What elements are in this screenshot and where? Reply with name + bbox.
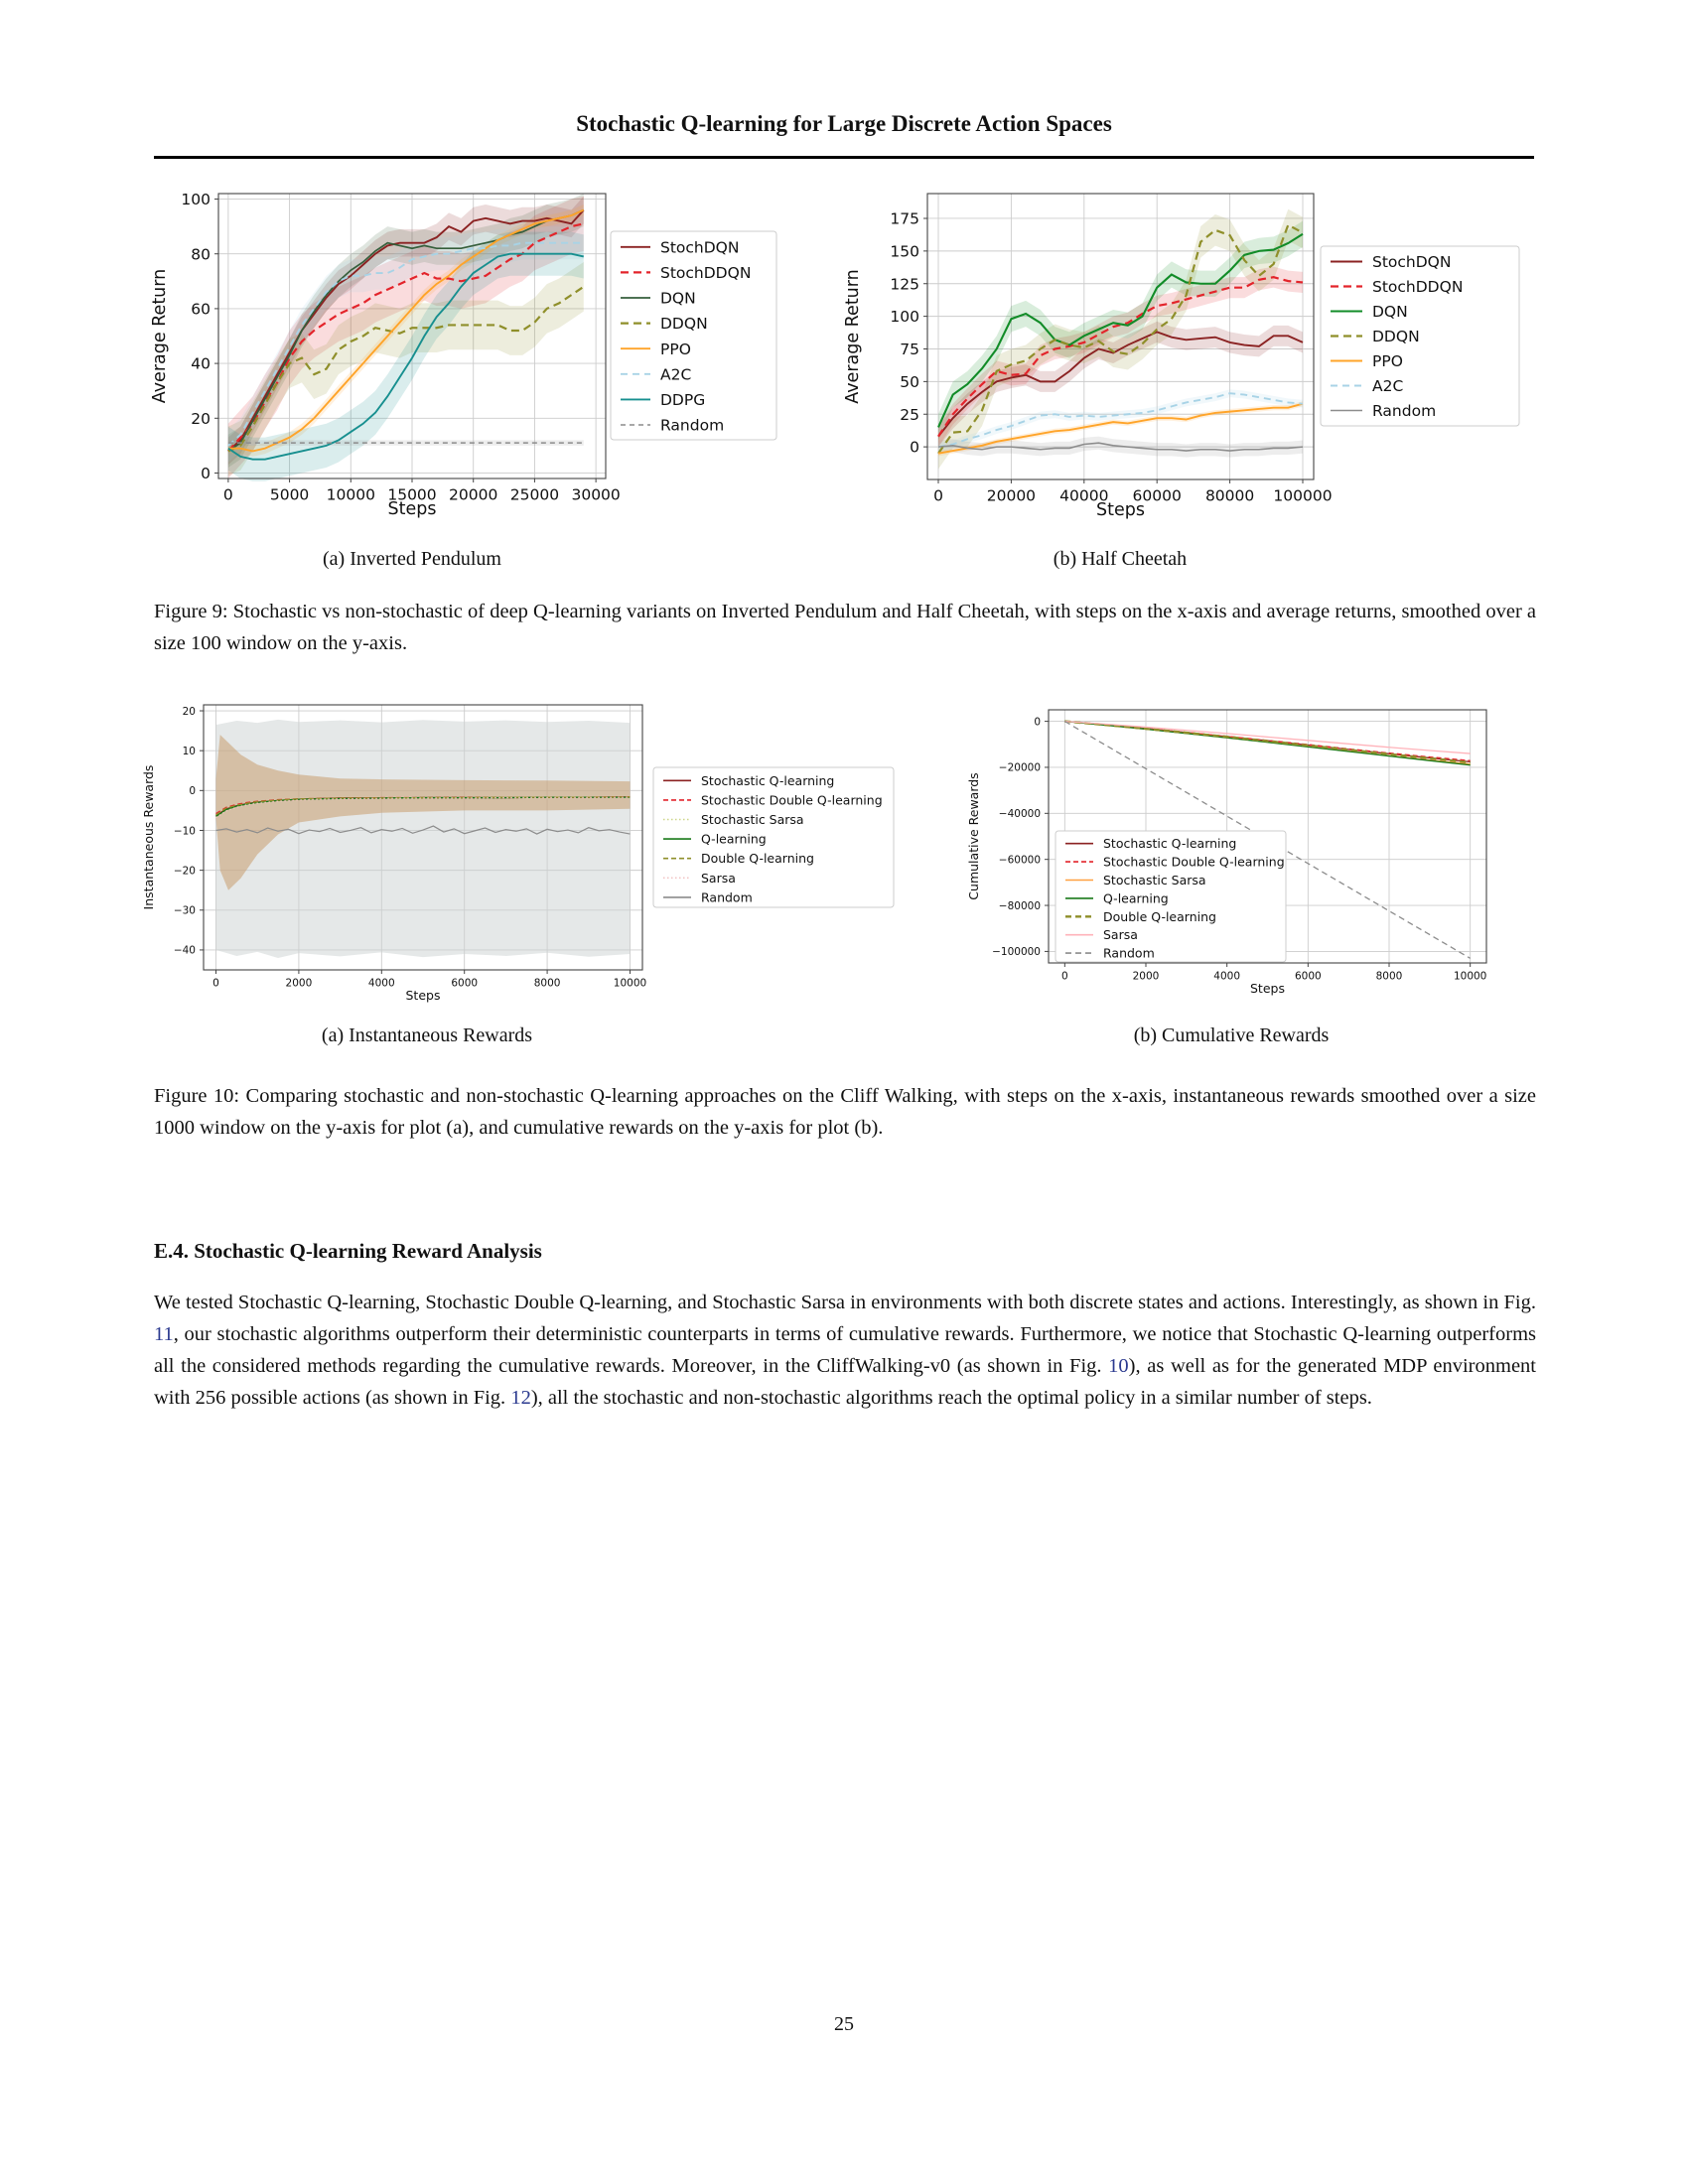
svg-text:Stochastic Q-learning: Stochastic Q-learning — [1103, 836, 1237, 852]
svg-text:40: 40 — [191, 354, 211, 373]
svg-text:25: 25 — [900, 405, 919, 424]
body-text-1: We tested Stochastic Q-learning, Stochastic Double Q-learning, and Stochastic Sarsa in environments with both discrete states and actions. Interestingly, as shown in Fig. — [154, 1292, 1536, 1313]
svg-text:60: 60 — [191, 300, 211, 319]
running-header-title: Stochastic Q-learning for Large Discrete Action Spaces — [576, 111, 1112, 136]
svg-text:DQN: DQN — [1372, 303, 1408, 322]
inverted-pendulum-chart — [149, 171, 804, 528]
svg-text:Sarsa: Sarsa — [701, 870, 736, 886]
svg-text:−60000: −60000 — [998, 854, 1041, 867]
instantaneous-rewards-chart — [139, 690, 923, 1013]
fig10-reference-link[interactable]: 10 — [1108, 1355, 1129, 1377]
figure9-subcaption-b: (b) Half Cheetah — [1053, 548, 1188, 570]
svg-text:DDPG: DDPG — [660, 390, 706, 409]
svg-text:20: 20 — [191, 409, 211, 428]
svg-text:100: 100 — [181, 191, 211, 209]
svg-text:Steps: Steps — [405, 988, 441, 1003]
svg-text:4000: 4000 — [1213, 970, 1241, 983]
svg-text:−80000: −80000 — [998, 899, 1041, 912]
svg-text:Random: Random — [1372, 402, 1437, 421]
section-heading-e4: E.4. Stochastic Q-learning Reward Analysis — [154, 1239, 542, 1263]
svg-text:0: 0 — [1034, 716, 1041, 729]
svg-text:8000: 8000 — [533, 977, 561, 990]
svg-text:Cumulative Rewards: Cumulative Rewards — [966, 772, 981, 900]
svg-text:Double Q-learning: Double Q-learning — [1103, 908, 1216, 924]
figure10-caption: Figure 10: Comparing stochastic and non-stochastic Q-learning approaches on the Cliff Walking, with steps on the x-axis, instantaneous rewards smoothed over a size 1000 window on the y-axis for plot (a), and cumulative rewards on the y-axis for plot (b). — [154, 1085, 1536, 1139]
svg-text:Sarsa: Sarsa — [1103, 927, 1138, 943]
svg-text:−20: −20 — [173, 865, 196, 878]
half-cheetah-chart — [824, 171, 1529, 528]
svg-text:60000: 60000 — [1132, 486, 1182, 505]
svg-text:20: 20 — [182, 705, 196, 718]
svg-text:10000: 10000 — [326, 485, 375, 504]
svg-text:Steps: Steps — [1096, 500, 1145, 520]
svg-text:6000: 6000 — [451, 977, 479, 990]
header-rule — [154, 156, 1534, 159]
svg-text:Stochastic Sarsa: Stochastic Sarsa — [1103, 873, 1206, 887]
svg-text:StochDQN: StochDQN — [660, 238, 740, 257]
svg-text:50: 50 — [900, 372, 919, 391]
svg-text:0: 0 — [201, 465, 211, 483]
svg-text:40000: 40000 — [1059, 486, 1109, 505]
svg-text:Steps: Steps — [1250, 981, 1285, 996]
svg-text:20000: 20000 — [449, 485, 498, 504]
body-text-3: ), as well as for the generated MDP environment with 256 possible actions (as shown in Fig. — [154, 1355, 1536, 1409]
svg-text:5000: 5000 — [269, 485, 310, 504]
svg-text:10: 10 — [182, 745, 196, 757]
svg-text:−10: −10 — [173, 825, 196, 838]
svg-text:−100000: −100000 — [992, 946, 1041, 959]
svg-text:0: 0 — [222, 485, 233, 504]
svg-text:10000: 10000 — [1453, 970, 1487, 983]
figure10-subcaption-b: (b) Cumulative Rewards — [1133, 1024, 1330, 1046]
svg-text:0: 0 — [910, 438, 919, 457]
svg-text:Steps: Steps — [387, 499, 437, 519]
svg-text:StochDDQN: StochDDQN — [1372, 278, 1464, 297]
svg-text:80000: 80000 — [1204, 486, 1255, 505]
svg-text:PPO: PPO — [660, 340, 691, 358]
svg-text:20000: 20000 — [986, 486, 1037, 505]
svg-text:A2C: A2C — [660, 365, 692, 384]
svg-text:Average Return: Average Return — [150, 268, 170, 404]
svg-text:Stochastic Double Q-learning: Stochastic Double Q-learning — [1103, 854, 1285, 870]
svg-text:10000: 10000 — [613, 977, 647, 990]
svg-text:Stochastic Double Q-learning: Stochastic Double Q-learning — [701, 792, 883, 808]
section-body-paragraph — [154, 1287, 1536, 1414]
svg-text:−40: −40 — [173, 944, 196, 957]
fig12-reference-link[interactable]: 12 — [510, 1387, 531, 1409]
svg-text:Random: Random — [701, 889, 753, 905]
svg-text:175: 175 — [890, 209, 919, 228]
svg-text:−30: −30 — [173, 904, 196, 917]
svg-text:0: 0 — [189, 785, 196, 798]
svg-text:2000: 2000 — [285, 977, 313, 990]
page-number: 25 — [834, 2013, 854, 2035]
svg-text:30000: 30000 — [571, 485, 621, 504]
figure10-subcaption-a: (a) Instantaneous Rewards — [321, 1024, 533, 1046]
svg-text:Q-learning: Q-learning — [1103, 890, 1169, 906]
svg-text:100: 100 — [890, 308, 919, 327]
figure9-subcaption-a: (a) Inverted Pendulum — [323, 548, 501, 570]
svg-text:8000: 8000 — [1375, 970, 1403, 983]
svg-text:2000: 2000 — [1132, 970, 1160, 983]
svg-text:100000: 100000 — [1273, 486, 1333, 505]
svg-text:Double Q-learning: Double Q-learning — [701, 851, 814, 867]
fig11-reference-link[interactable]: 11 — [154, 1323, 174, 1345]
svg-text:0: 0 — [212, 977, 219, 990]
svg-text:StochDDQN: StochDDQN — [660, 263, 752, 282]
svg-text:Q-learning: Q-learning — [701, 831, 767, 847]
svg-text:150: 150 — [890, 242, 919, 261]
svg-text:DDQN: DDQN — [660, 315, 708, 334]
body-text-4: ), all the stochastic and non-stochastic algorithms reach the optimal policy in a similar number of steps. — [530, 1387, 1372, 1409]
svg-text:25000: 25000 — [509, 485, 560, 504]
body-text-2: , our stochastic algorithms outperform their deterministic counterparts in terms of cumulative rewards. Furthermore, we notice that Stochastic Q-learning outperforms all the considered methods regarding the cumulative rewards. Moreover, in the CliffWalking-v0 (as shown in Fig. — [154, 1323, 1536, 1377]
svg-text:80: 80 — [191, 245, 211, 264]
svg-text:PPO: PPO — [1372, 352, 1403, 371]
svg-text:75: 75 — [900, 341, 919, 359]
svg-text:Stochastic Sarsa: Stochastic Sarsa — [701, 812, 804, 827]
cumulative-rewards-chart — [928, 685, 1574, 1008]
figure9-caption: Figure 9: Stochastic vs non-stochastic of deep Q-learning variants on Inverted Pendulum and Half Cheetah, with steps on the x-axis and average returns, smoothed over a size 100 window on the y-axis. — [154, 601, 1536, 654]
svg-text:Average Return: Average Return — [843, 269, 863, 404]
svg-text:A2C: A2C — [1372, 377, 1404, 396]
svg-text:StochDQN: StochDQN — [1372, 253, 1452, 272]
svg-text:4000: 4000 — [367, 977, 395, 990]
svg-text:Stochastic Q-learning: Stochastic Q-learning — [701, 772, 835, 788]
svg-text:DDQN: DDQN — [1372, 328, 1420, 346]
svg-text:Random: Random — [660, 416, 725, 435]
svg-text:−40000: −40000 — [998, 808, 1041, 821]
svg-text:Instantaneous Rewards: Instantaneous Rewards — [141, 764, 156, 910]
svg-text:Random: Random — [1103, 945, 1155, 961]
svg-text:DQN: DQN — [660, 289, 696, 308]
svg-text:−20000: −20000 — [998, 761, 1041, 774]
svg-text:0: 0 — [1060, 970, 1068, 983]
svg-text:125: 125 — [890, 275, 919, 294]
svg-text:6000: 6000 — [1294, 970, 1322, 983]
svg-text:0: 0 — [933, 486, 943, 505]
svg-text:15000: 15000 — [387, 485, 437, 504]
